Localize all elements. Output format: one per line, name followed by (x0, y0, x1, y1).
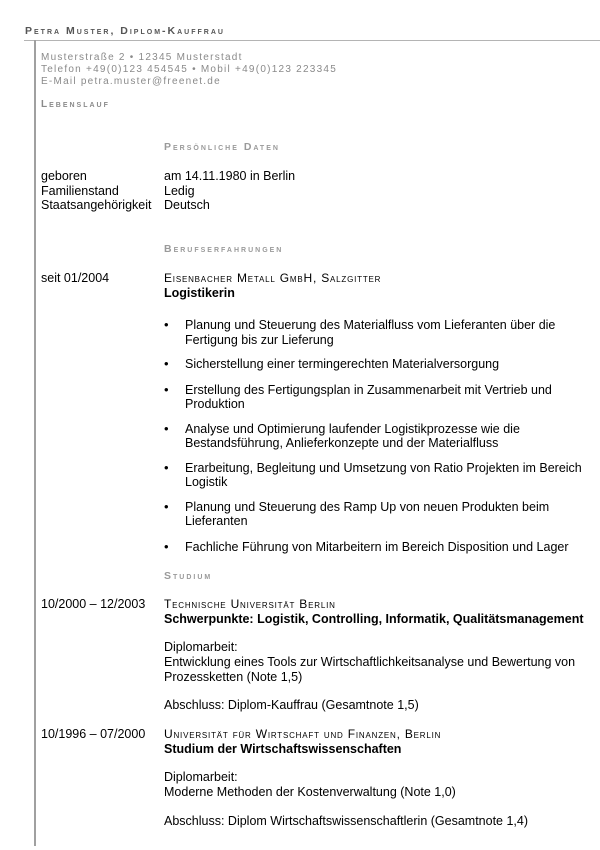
experience-period: seit 01/2004 (41, 271, 110, 285)
education-degree-2: Abschluss: Diplom Wirtschaftswissenschaftlerin (Gesamtnote 1,4) (164, 814, 529, 828)
education-focus-2: Studium der Wirtschaftswissenschaften (164, 742, 402, 756)
section-heading-experience: Berufserfahrungen (164, 243, 284, 255)
contact-email: E-Mail petra.muster@freenet.de (41, 76, 221, 87)
value-marital-status: Ledig (164, 183, 195, 198)
education-thesis-label-1: Diplomarbeit: (164, 640, 238, 654)
education-thesis-label-2: Diplomarbeit: (164, 770, 238, 784)
label-marital-status: Familienstand (41, 183, 119, 198)
section-heading-education: Studium (164, 570, 213, 582)
list-item: • Planung und Steuerung des Materialfluss vom Lieferanten über die Fertigung bis zur Lieferung (164, 318, 592, 347)
section-heading-personal: Persönliche Daten (164, 141, 280, 153)
education-thesis-1: Entwicklung eines Tools zur Wirtschaftlichkeitsanalyse und Bewertung von Prozessketten (Note 1,5) (164, 655, 576, 684)
education-period-2: 10/1996 – 07/2000 (41, 727, 146, 741)
experience-task-list (164, 318, 592, 554)
education-institution-1: Technische Universität Berlin (164, 597, 336, 611)
education-focus-1: Schwerpunkte: Logistik, Controlling, Informatik, Qualitätsmanagement (164, 612, 584, 626)
left-margin-rule (34, 40, 36, 846)
education-thesis-2: Moderne Methoden der Kostenverwaltung (Note 1,0) (164, 785, 456, 799)
experience-company: Eisenbacher Metall GmbH, Salzgitter (164, 271, 382, 285)
contact-block (41, 52, 337, 88)
applicant-name: Petra Muster, Diplom-Kauffrau (25, 25, 225, 37)
list-item: • Erstellung des Fertigungsplan in Zusammenarbeit mit Vertrieb und Produktion (164, 383, 592, 412)
document-title: Lebenslauf (41, 99, 110, 110)
list-item: • Sicherstellung einer termingerechten Materialversorgung (164, 357, 592, 372)
education-institution-2: Universität für Wirtschaft und Finanzen, Berlin (164, 727, 442, 741)
contact-address: Musterstraße 2 • 12345 Musterstadt (41, 52, 243, 63)
experience-role: Logistikerin (164, 286, 235, 300)
contact-phones: Telefon +49(0)123 454545 • Mobil +49(0)123 223345 (41, 64, 338, 75)
header-rule (24, 40, 600, 41)
list-item: • Planung und Steuerung des Ramp Up von neuen Produkten beim Lieferanten (164, 500, 592, 529)
list-item: • Fachliche Führung von Mitarbeitern im Bereich Disposition und Lager (164, 540, 592, 555)
education-degree-1: Abschluss: Diplom-Kauffrau (Gesamtnote 1,5) (164, 698, 419, 712)
list-item: • Analyse und Optimierung laufender Logistikprozesse wie die Bestandsführung, Anlieferkonzepte und der Materialfluss (164, 422, 592, 451)
label-nationality: Staatsangehörigkeit (41, 198, 152, 212)
label-born: geboren (41, 169, 87, 183)
value-nationality: Deutsch (164, 198, 210, 212)
education-period-1: 10/2000 – 12/2003 (41, 597, 146, 611)
value-born: am 14.11.1980 in Berlin (164, 169, 296, 183)
list-item: • Erarbeitung, Begleitung und Umsetzung von Ratio Projekten im Bereich Logistik (164, 461, 592, 490)
